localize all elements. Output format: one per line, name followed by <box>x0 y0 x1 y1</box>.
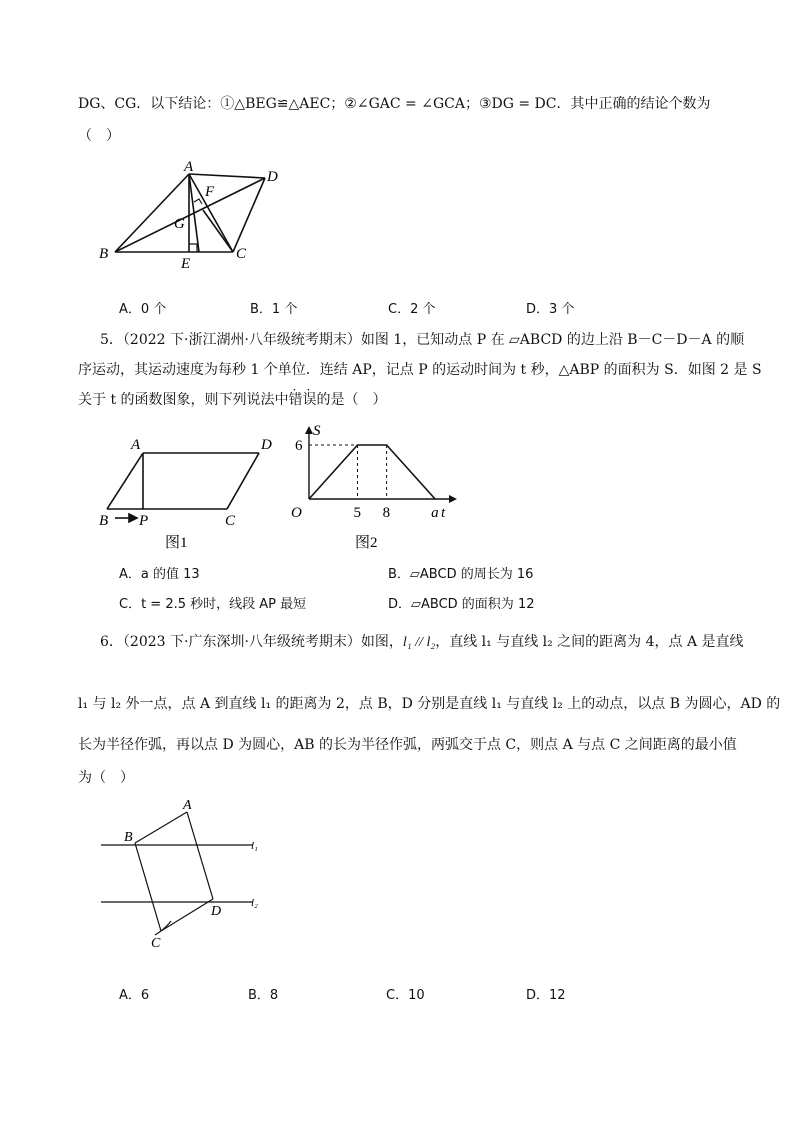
q6-line-1 <box>100 632 744 653</box>
q5-option-d[interactable]: D．▱ABCD 的面积为 12 <box>388 597 535 612</box>
q5-option-c[interactable]: C．t = 2.5 秒时，线段 AP 最短 <box>119 597 307 612</box>
chart-x-tick-label-1: 8 <box>382 505 391 521</box>
q4-label-a: A <box>184 159 194 175</box>
q6-line-1-a: 如图， <box>360 634 403 650</box>
q6-label-b: B <box>124 830 133 845</box>
q5-option-b[interactable]: B．▱ABCD 的周长为 16 <box>388 567 534 582</box>
q6-label-l2: l₂ <box>251 897 258 909</box>
q4-label-e: E <box>181 256 191 270</box>
q4-option-c[interactable]: C．2 个 <box>388 302 436 317</box>
q4-line-1: DG、CG．以下结论：①△BEG≌△AEC；②∠GAC = ∠GCA；③DG = DC．其中正确的结论个数为 <box>78 96 711 112</box>
chart-x-tick-label-0: 5 <box>353 505 361 521</box>
q4-answer-paren: （ ） <box>78 128 120 144</box>
q6-figure <box>95 795 275 950</box>
q6-parallel: l₁ // l₂ <box>402 635 436 650</box>
q6-label-d: D <box>211 904 222 919</box>
q6-option-d[interactable]: D．12 <box>526 988 566 1003</box>
q5-line-3-post: 的是（ ） <box>316 392 387 408</box>
q4-label-d: D <box>267 169 278 185</box>
q6-number: 6． <box>100 634 123 650</box>
q6-option-c[interactable]: C．10 <box>386 988 425 1003</box>
q6-label-c: C <box>151 936 161 950</box>
q5-line-1 <box>100 330 744 350</box>
q6-label-a: A <box>183 798 192 813</box>
q5-figure-2-chart <box>285 422 460 550</box>
q4-label-c: C <box>236 246 247 262</box>
chart-x-axis-label: t <box>441 505 446 521</box>
q6-source: （2023 下·广东深圳·八年级统考期末） <box>122 634 361 650</box>
q4-option-d[interactable]: D．3 个 <box>526 302 575 317</box>
q4-option-a[interactable]: A．0 个 <box>119 302 167 317</box>
chart-y-axis-label: S <box>313 423 321 439</box>
fig1-label-p: P <box>139 513 149 529</box>
chart-x-tick-label-2: a <box>431 505 439 521</box>
q5-number: 5． <box>100 332 123 348</box>
q5-emphasis-wu: 误 <box>302 392 317 408</box>
fig2-caption: 图2 <box>355 535 378 550</box>
q5-figure-1 <box>95 432 285 552</box>
chart-x-axis-arrow <box>449 495 457 503</box>
q6-option-a[interactable]: A．6 <box>119 988 150 1003</box>
q5-line-1-text: 如图 1，已知动点 P 在 ▱ABCD 的边上沿 B－C－D－A 的顺 <box>360 332 745 348</box>
q6-line-3: 长为半径作弧，再以点 D 为圆心，AB 的长为半径作弧，两弧交于点 C，则点 A 与点 C 之间距离的最小值 <box>78 737 737 753</box>
q4-figure <box>95 158 295 270</box>
chart-origin-label: O <box>291 505 302 521</box>
chart-y-axis-arrow <box>305 426 313 434</box>
q6-line-4: 为（ ） <box>78 770 134 786</box>
q6-label-l1: l₁ <box>251 840 258 852</box>
chart-series-line <box>309 445 435 499</box>
fig1-label-d: D <box>261 437 272 453</box>
q4-label-g: G <box>174 216 185 232</box>
q4-label-b: B <box>99 246 109 262</box>
q4-label-f: F <box>205 184 215 200</box>
q6-option-b[interactable]: B．8 <box>248 988 279 1003</box>
chart-y-tick-label-0: 6 <box>295 438 303 454</box>
fig1-label-a: A <box>131 437 141 453</box>
q5-line-3-pre: 关于 t 的函数图象，则下列说法中 <box>78 392 289 408</box>
q5-option-a[interactable]: A．a 的值 13 <box>119 567 200 582</box>
q5-source: （2022 下·浙江湖州·八年级统考期末） <box>122 332 361 348</box>
q5-line-3 <box>78 390 387 410</box>
q5-line-2: 序运动，其运动速度为每秒 1 个单位．连结 AP，记点 P 的运动时间为 t 秒，△ABP 的面积为 S．如图 2 是 S <box>78 362 762 378</box>
fig1-label-b: B <box>99 513 109 529</box>
q6-line-1-b: ，直线 l₁ 与直线 l₂ 之间的距离为 4，点 A 是直线 <box>435 634 744 650</box>
q5-emphasis-cuo: 错 <box>288 392 303 408</box>
q4-option-b[interactable]: B．1 个 <box>250 302 298 317</box>
fig1-label-c: C <box>225 513 236 529</box>
q6-line-2: l₁ 与 l₂ 外一点，点 A 到直线 l₁ 的距离为 2，点 B，D 分别是直线 l₁ 与直线 l₂ 上的动点，以点 B 为圆心，AD 的 <box>78 696 781 712</box>
fig1-caption: 图1 <box>165 535 188 551</box>
